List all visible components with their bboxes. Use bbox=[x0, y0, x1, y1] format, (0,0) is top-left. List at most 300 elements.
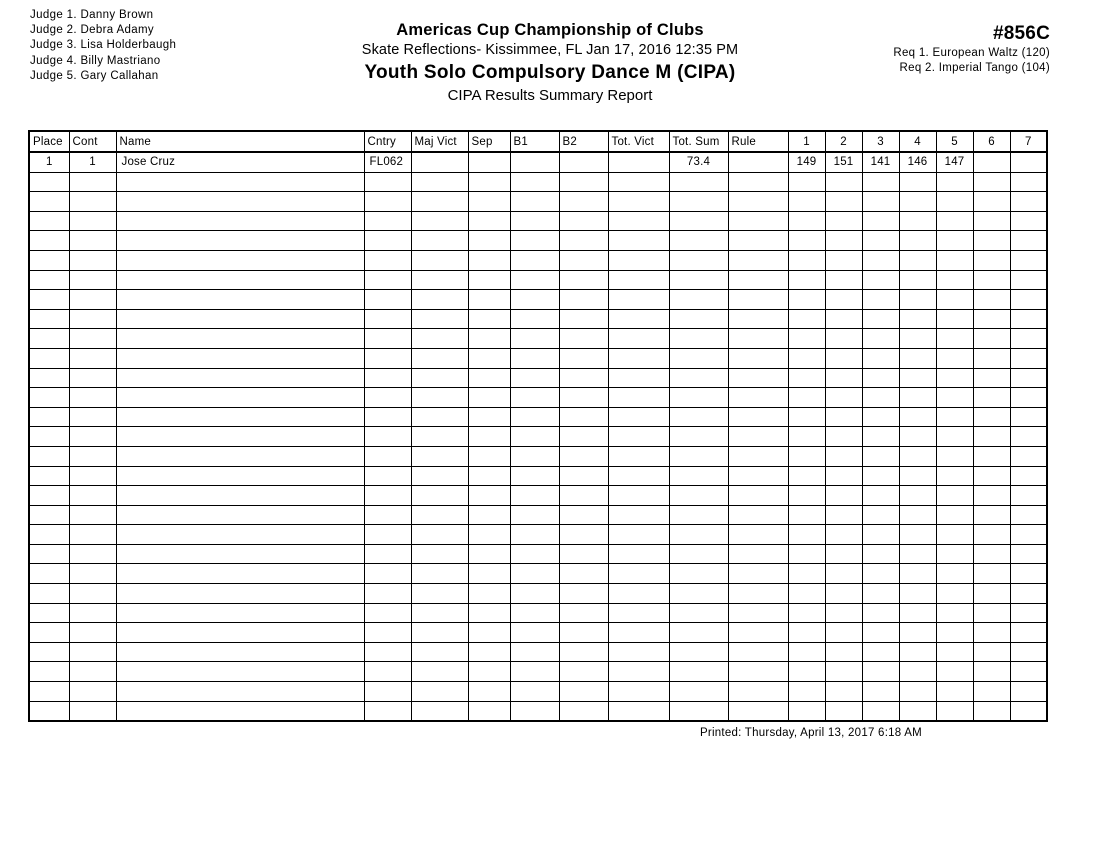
cell-place bbox=[29, 348, 69, 368]
cell-cntry bbox=[364, 505, 411, 525]
cell-j3: 141 bbox=[862, 152, 899, 172]
event-meta-panel bbox=[893, 22, 1050, 75]
cell-tot_vict bbox=[608, 564, 669, 584]
cell-cont bbox=[69, 211, 116, 231]
cell-tot_sum bbox=[669, 231, 728, 251]
column-header-tot_vict: Tot. Vict bbox=[608, 131, 669, 152]
cell-cntry bbox=[364, 172, 411, 192]
cell-tot_sum bbox=[669, 642, 728, 662]
cell-rule bbox=[728, 525, 788, 545]
cell-maj_vict bbox=[411, 446, 468, 466]
cell-j1 bbox=[788, 172, 825, 192]
cell-cont bbox=[69, 525, 116, 545]
cell-place bbox=[29, 172, 69, 192]
cell-j7 bbox=[1010, 603, 1047, 623]
cell-cont bbox=[69, 642, 116, 662]
cell-j5 bbox=[936, 486, 973, 506]
cell-place bbox=[29, 211, 69, 231]
cell-sep bbox=[468, 564, 510, 584]
cell-j7 bbox=[1010, 466, 1047, 486]
cell-j5 bbox=[936, 642, 973, 662]
cell-j5 bbox=[936, 682, 973, 702]
cell-name bbox=[116, 427, 364, 447]
cell-tot_vict bbox=[608, 250, 669, 270]
cell-cntry bbox=[364, 701, 411, 721]
cell-j5 bbox=[936, 211, 973, 231]
cell-j3 bbox=[862, 623, 899, 643]
cell-b1 bbox=[510, 446, 559, 466]
cell-tot_sum bbox=[669, 525, 728, 545]
cell-b1 bbox=[510, 564, 559, 584]
cell-tot_sum: 73.4 bbox=[669, 152, 728, 172]
cell-cntry bbox=[364, 290, 411, 310]
cell-rule bbox=[728, 662, 788, 682]
cell-j4 bbox=[899, 505, 936, 525]
cell-b1 bbox=[510, 623, 559, 643]
cell-j2 bbox=[825, 603, 862, 623]
cell-b1 bbox=[510, 309, 559, 329]
cell-j2 bbox=[825, 466, 862, 486]
cell-b1 bbox=[510, 290, 559, 310]
printed-timestamp: Printed: Thursday, April 13, 2017 6:18 AM bbox=[699, 727, 922, 739]
cell-j5 bbox=[936, 623, 973, 643]
cell-cont bbox=[69, 388, 116, 408]
cell-tot_sum bbox=[669, 544, 728, 564]
cell-j2 bbox=[825, 623, 862, 643]
column-header-tot_sum: Tot. Sum bbox=[669, 131, 728, 152]
cell-j3 bbox=[862, 525, 899, 545]
cell-j6 bbox=[973, 564, 1010, 584]
cell-j7 bbox=[1010, 388, 1047, 408]
cell-j4 bbox=[899, 466, 936, 486]
cell-b1 bbox=[510, 172, 559, 192]
cell-sep bbox=[468, 544, 510, 564]
requirement-line: Req 2. Imperial Tango (104) bbox=[899, 61, 1050, 74]
cell-j3 bbox=[862, 603, 899, 623]
cell-b1 bbox=[510, 231, 559, 251]
cell-tot_sum bbox=[669, 623, 728, 643]
cell-sep bbox=[468, 309, 510, 329]
cell-cont bbox=[69, 701, 116, 721]
cell-j1 bbox=[788, 368, 825, 388]
judge-line: Judge 4. Billy Mastriano bbox=[30, 54, 161, 67]
cell-j2 bbox=[825, 427, 862, 447]
cell-tot_vict bbox=[608, 368, 669, 388]
cell-j6 bbox=[973, 152, 1010, 172]
judge-line: Judge 2. Debra Adamy bbox=[30, 24, 154, 37]
cell-j4 bbox=[899, 329, 936, 349]
table-row-empty bbox=[29, 250, 1047, 270]
cell-sep bbox=[468, 388, 510, 408]
table-row-empty bbox=[29, 525, 1047, 545]
cell-b2 bbox=[559, 525, 608, 545]
cell-j7 bbox=[1010, 642, 1047, 662]
cell-j5 bbox=[936, 544, 973, 564]
cell-j1 bbox=[788, 446, 825, 466]
cell-cont bbox=[69, 446, 116, 466]
cell-name bbox=[116, 682, 364, 702]
cell-j1 bbox=[788, 544, 825, 564]
cell-sep bbox=[468, 290, 510, 310]
cell-sep bbox=[468, 505, 510, 525]
cell-j7 bbox=[1010, 544, 1047, 564]
cell-cont bbox=[69, 192, 116, 212]
cell-j5 bbox=[936, 427, 973, 447]
cell-j5 bbox=[936, 231, 973, 251]
cell-j7 bbox=[1010, 623, 1047, 643]
cell-j2 bbox=[825, 446, 862, 466]
table-row-empty bbox=[29, 701, 1047, 721]
cell-j4 bbox=[899, 172, 936, 192]
cell-cntry bbox=[364, 368, 411, 388]
column-header-j3: 3 bbox=[862, 131, 899, 152]
cell-j1 bbox=[788, 682, 825, 702]
table-head bbox=[29, 131, 1047, 152]
cell-b2 bbox=[559, 329, 608, 349]
cell-j1 bbox=[788, 388, 825, 408]
cell-j3 bbox=[862, 564, 899, 584]
cell-b1 bbox=[510, 701, 559, 721]
cell-b2 bbox=[559, 505, 608, 525]
cell-j1 bbox=[788, 211, 825, 231]
cell-j2 bbox=[825, 309, 862, 329]
cell-place bbox=[29, 584, 69, 604]
cell-name bbox=[116, 270, 364, 290]
cell-j5 bbox=[936, 192, 973, 212]
cell-j5: 147 bbox=[936, 152, 973, 172]
table-header-row bbox=[29, 131, 1047, 152]
cell-cont bbox=[69, 290, 116, 310]
cell-j7 bbox=[1010, 172, 1047, 192]
cell-cntry bbox=[364, 250, 411, 270]
cell-j3 bbox=[862, 388, 899, 408]
results-table bbox=[28, 130, 1048, 722]
cell-j7 bbox=[1010, 407, 1047, 427]
cell-j4 bbox=[899, 544, 936, 564]
cell-j5 bbox=[936, 172, 973, 192]
cell-j5 bbox=[936, 329, 973, 349]
cell-cont bbox=[69, 407, 116, 427]
cell-b1 bbox=[510, 152, 559, 172]
cell-cntry bbox=[364, 486, 411, 506]
cell-j1 bbox=[788, 290, 825, 310]
cell-tot_vict bbox=[608, 642, 669, 662]
cell-cntry bbox=[364, 662, 411, 682]
cell-cont bbox=[69, 250, 116, 270]
cell-rule bbox=[728, 623, 788, 643]
cell-j5 bbox=[936, 525, 973, 545]
cell-b1 bbox=[510, 525, 559, 545]
cell-place bbox=[29, 544, 69, 564]
cell-j5 bbox=[936, 407, 973, 427]
cell-j7 bbox=[1010, 505, 1047, 525]
cell-j6 bbox=[973, 231, 1010, 251]
cell-j7 bbox=[1010, 682, 1047, 702]
cell-j4 bbox=[899, 564, 936, 584]
cell-tot_sum bbox=[669, 388, 728, 408]
cell-j3 bbox=[862, 309, 899, 329]
cell-maj_vict bbox=[411, 211, 468, 231]
cell-j7 bbox=[1010, 250, 1047, 270]
cell-j2 bbox=[825, 544, 862, 564]
cell-j7 bbox=[1010, 309, 1047, 329]
cell-sep bbox=[468, 623, 510, 643]
table-row-empty bbox=[29, 544, 1047, 564]
judge-line: Judge 3. Lisa Holderbaugh bbox=[30, 39, 177, 52]
cell-maj_vict bbox=[411, 486, 468, 506]
cell-j3 bbox=[862, 270, 899, 290]
cell-j4 bbox=[899, 427, 936, 447]
cell-maj_vict bbox=[411, 250, 468, 270]
cell-cntry bbox=[364, 348, 411, 368]
cell-j6 bbox=[973, 446, 1010, 466]
cell-b1 bbox=[510, 192, 559, 212]
cell-cntry bbox=[364, 623, 411, 643]
cell-tot_vict bbox=[608, 192, 669, 212]
cell-maj_vict bbox=[411, 388, 468, 408]
cell-name bbox=[116, 407, 364, 427]
cell-place bbox=[29, 505, 69, 525]
cell-sep bbox=[468, 701, 510, 721]
column-header-b2: B2 bbox=[559, 131, 608, 152]
cell-j7 bbox=[1010, 701, 1047, 721]
cell-j6 bbox=[973, 525, 1010, 545]
cell-tot_vict bbox=[608, 329, 669, 349]
table-row-empty bbox=[29, 172, 1047, 192]
cell-j4 bbox=[899, 623, 936, 643]
cell-place bbox=[29, 446, 69, 466]
cell-tot_vict bbox=[608, 584, 669, 604]
cell-place bbox=[29, 388, 69, 408]
judge-line: Judge 5. Gary Callahan bbox=[30, 69, 159, 82]
cell-j2 bbox=[825, 250, 862, 270]
cell-j3 bbox=[862, 192, 899, 212]
cell-j1 bbox=[788, 525, 825, 545]
cell-j7 bbox=[1010, 486, 1047, 506]
cell-j2 bbox=[825, 388, 862, 408]
cell-maj_vict bbox=[411, 270, 468, 290]
cell-maj_vict bbox=[411, 701, 468, 721]
cell-b1 bbox=[510, 486, 559, 506]
cell-j4 bbox=[899, 603, 936, 623]
cell-sep bbox=[468, 662, 510, 682]
cell-b1 bbox=[510, 682, 559, 702]
cell-j6 bbox=[973, 466, 1010, 486]
cell-b2 bbox=[559, 290, 608, 310]
cell-j7 bbox=[1010, 152, 1047, 172]
cell-place: 1 bbox=[29, 152, 69, 172]
cell-maj_vict bbox=[411, 290, 468, 310]
cell-sep bbox=[468, 348, 510, 368]
cell-b2 bbox=[559, 486, 608, 506]
cell-j2 bbox=[825, 505, 862, 525]
cell-place bbox=[29, 192, 69, 212]
cell-name bbox=[116, 662, 364, 682]
cell-b2 bbox=[559, 603, 608, 623]
cell-rule bbox=[728, 250, 788, 270]
cell-tot_sum bbox=[669, 407, 728, 427]
cell-place bbox=[29, 603, 69, 623]
table-row-empty bbox=[29, 603, 1047, 623]
column-header-j4: 4 bbox=[899, 131, 936, 152]
cell-j4 bbox=[899, 662, 936, 682]
column-header-rule: Rule bbox=[728, 131, 788, 152]
report-subtitle: CIPA Results Summary Report bbox=[447, 87, 653, 104]
requirement-line: Req 1. European Waltz (120) bbox=[893, 47, 1050, 59]
cell-j1 bbox=[788, 584, 825, 604]
cell-j5 bbox=[936, 270, 973, 290]
cell-j2: 151 bbox=[825, 152, 862, 172]
cell-tot_sum bbox=[669, 348, 728, 368]
cell-tot_vict bbox=[608, 231, 669, 251]
cell-b2 bbox=[559, 250, 608, 270]
cell-cntry bbox=[364, 211, 411, 231]
cell-j6 bbox=[973, 329, 1010, 349]
cell-maj_vict bbox=[411, 466, 468, 486]
cell-cntry bbox=[364, 309, 411, 329]
cell-j6 bbox=[973, 309, 1010, 329]
cell-b1 bbox=[510, 427, 559, 447]
cell-b2 bbox=[559, 270, 608, 290]
cell-name bbox=[116, 486, 364, 506]
cell-j5 bbox=[936, 466, 973, 486]
cell-maj_vict bbox=[411, 682, 468, 702]
cell-j5 bbox=[936, 250, 973, 270]
cell-sep bbox=[468, 446, 510, 466]
cell-j3 bbox=[862, 290, 899, 310]
cell-place bbox=[29, 486, 69, 506]
cell-tot_vict bbox=[608, 701, 669, 721]
cell-rule bbox=[728, 505, 788, 525]
cell-name bbox=[116, 525, 364, 545]
cell-b1 bbox=[510, 270, 559, 290]
cell-rule bbox=[728, 544, 788, 564]
cell-j6 bbox=[973, 348, 1010, 368]
cell-j6 bbox=[973, 642, 1010, 662]
table-row-empty bbox=[29, 368, 1047, 388]
cell-rule bbox=[728, 682, 788, 702]
cell-cont bbox=[69, 348, 116, 368]
cell-name bbox=[116, 623, 364, 643]
cell-tot_sum bbox=[669, 564, 728, 584]
event-number: #856C bbox=[993, 23, 1050, 44]
column-header-cont: Cont bbox=[69, 131, 116, 152]
cell-j4 bbox=[899, 584, 936, 604]
column-header-j2: 2 bbox=[825, 131, 862, 152]
cell-tot_vict bbox=[608, 466, 669, 486]
cell-maj_vict bbox=[411, 192, 468, 212]
cell-name bbox=[116, 192, 364, 212]
table-row-empty bbox=[29, 682, 1047, 702]
cell-j7 bbox=[1010, 231, 1047, 251]
cell-j4 bbox=[899, 231, 936, 251]
cell-j4 bbox=[899, 388, 936, 408]
cell-name bbox=[116, 211, 364, 231]
cell-j7 bbox=[1010, 427, 1047, 447]
cell-maj_vict bbox=[411, 642, 468, 662]
cell-sep bbox=[468, 603, 510, 623]
cell-j2 bbox=[825, 211, 862, 231]
column-header-j1: 1 bbox=[788, 131, 825, 152]
cell-rule bbox=[728, 348, 788, 368]
cell-cont bbox=[69, 466, 116, 486]
cell-rule bbox=[728, 584, 788, 604]
cell-b2 bbox=[559, 211, 608, 231]
cell-place bbox=[29, 329, 69, 349]
cell-j1 bbox=[788, 623, 825, 643]
cell-b1 bbox=[510, 505, 559, 525]
cell-place bbox=[29, 309, 69, 329]
cell-b2 bbox=[559, 192, 608, 212]
event-title: Americas Cup Championship of Clubs bbox=[396, 21, 704, 39]
cell-j1 bbox=[788, 407, 825, 427]
cell-maj_vict bbox=[411, 662, 468, 682]
cell-j6 bbox=[973, 407, 1010, 427]
cell-name bbox=[116, 388, 364, 408]
column-header-maj_vict: Maj Vict bbox=[411, 131, 468, 152]
cell-b2 bbox=[559, 446, 608, 466]
cell-maj_vict bbox=[411, 231, 468, 251]
results-table-container bbox=[28, 130, 1048, 722]
cell-j3 bbox=[862, 544, 899, 564]
cell-maj_vict bbox=[411, 309, 468, 329]
cell-j1 bbox=[788, 231, 825, 251]
cell-cont bbox=[69, 368, 116, 388]
cell-j7 bbox=[1010, 348, 1047, 368]
cell-j3 bbox=[862, 682, 899, 702]
cell-sep bbox=[468, 250, 510, 270]
judges-panel bbox=[30, 8, 270, 84]
cell-rule bbox=[728, 446, 788, 466]
cell-j4 bbox=[899, 642, 936, 662]
cell-maj_vict bbox=[411, 407, 468, 427]
cell-j6 bbox=[973, 290, 1010, 310]
cell-tot_sum bbox=[669, 701, 728, 721]
cell-j5 bbox=[936, 368, 973, 388]
cell-b1 bbox=[510, 466, 559, 486]
cell-sep bbox=[468, 642, 510, 662]
column-header-place: Place bbox=[29, 131, 69, 152]
cell-j2 bbox=[825, 407, 862, 427]
cell-maj_vict bbox=[411, 564, 468, 584]
cell-cont bbox=[69, 603, 116, 623]
cell-j6 bbox=[973, 662, 1010, 682]
table-row-empty bbox=[29, 388, 1047, 408]
cell-rule bbox=[728, 388, 788, 408]
cell-name bbox=[116, 505, 364, 525]
table-row-empty bbox=[29, 211, 1047, 231]
cell-cont bbox=[69, 172, 116, 192]
table-row-empty bbox=[29, 564, 1047, 584]
cell-place bbox=[29, 466, 69, 486]
cell-j5 bbox=[936, 505, 973, 525]
cell-b2 bbox=[559, 584, 608, 604]
cell-place bbox=[29, 250, 69, 270]
cell-tot_vict bbox=[608, 544, 669, 564]
cell-b1 bbox=[510, 407, 559, 427]
cell-cntry bbox=[364, 603, 411, 623]
cell-j6 bbox=[973, 192, 1010, 212]
cell-j5 bbox=[936, 309, 973, 329]
cell-b2 bbox=[559, 388, 608, 408]
cell-j3 bbox=[862, 486, 899, 506]
cell-name bbox=[116, 446, 364, 466]
cell-tot_sum bbox=[669, 270, 728, 290]
cell-j3 bbox=[862, 407, 899, 427]
cell-j5 bbox=[936, 446, 973, 466]
cell-tot_sum bbox=[669, 603, 728, 623]
cell-j5 bbox=[936, 564, 973, 584]
